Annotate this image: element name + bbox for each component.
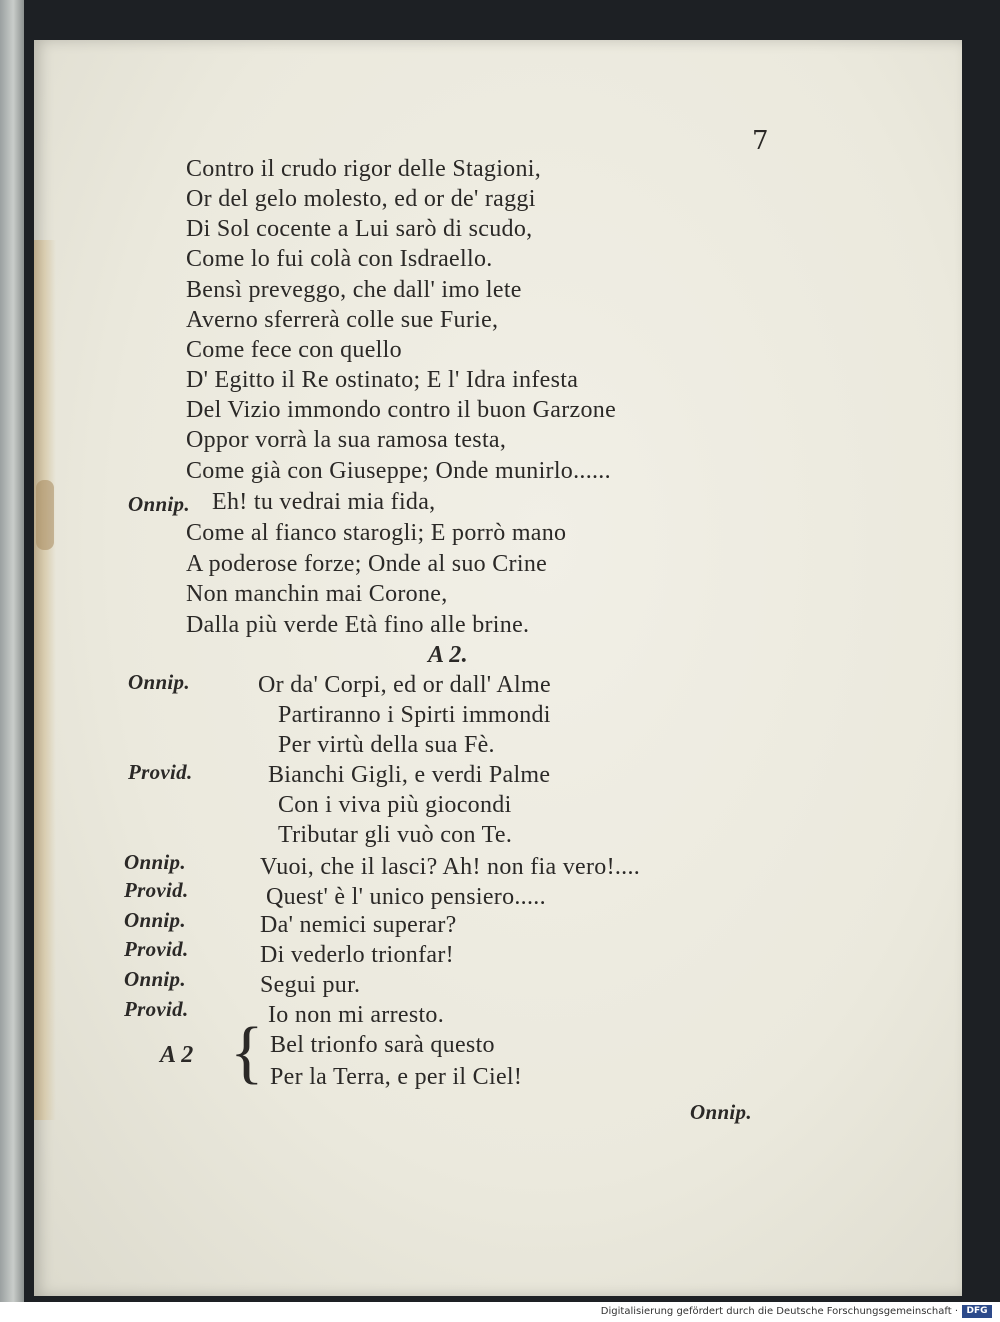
verse-line: Segui pur.: [260, 972, 361, 998]
speaker-label: Onnip.: [124, 908, 186, 932]
verse-line: Per virtù della sua Fè.: [278, 732, 495, 758]
binding-thread-mark: [36, 480, 54, 550]
verse-line: Averno sferrerà colle sue Furie,: [186, 307, 499, 333]
verse-line: Non manchin mai Corone,: [186, 581, 448, 607]
curly-brace-icon: {: [230, 1014, 264, 1091]
verse-line: Bianchi Gigli, e verdi Palme: [268, 762, 551, 788]
speaker-label: Provid.: [124, 937, 189, 961]
verse-line: Partiranno i Spirti immondi: [278, 702, 551, 728]
book-page: [34, 40, 962, 1296]
speaker-label: Onnip.: [124, 967, 186, 991]
verse-line: Bel trionfo sarà questo: [270, 1032, 495, 1058]
verse-line: Come al fianco starogli; E porrò mano: [186, 520, 567, 546]
verse-line: Eh! tu vedrai mia fida,: [212, 489, 436, 515]
verse-line: Del Vizio immondo contro il buon Garzone: [186, 397, 617, 423]
duet-label: A 2: [160, 1042, 194, 1068]
verse-line: D' Egitto il Re ostinato; E l' Idra infesta: [186, 367, 579, 393]
verse-line: Di Sol cocente a Lui sarò di scudo,: [186, 216, 533, 242]
dfg-logo: DFG: [962, 1305, 992, 1318]
speaker-label: Provid.: [124, 997, 189, 1021]
verse-line: Or del gelo molesto, ed or de' raggi: [186, 186, 536, 212]
verse-line: Oppor vorrà la sua ramosa testa,: [186, 427, 507, 453]
speaker-label: Onnip.: [124, 850, 186, 874]
binding-stain: [34, 240, 56, 1120]
verse-line: A poderose forze; Onde al suo Crine: [186, 551, 548, 577]
catchword: Onnip.: [690, 1100, 752, 1124]
verse-line: Io non mi arresto.: [268, 1002, 445, 1028]
speaker-label: Provid.: [128, 760, 193, 784]
verse-line: Come lo fui colà con Isdraello.: [186, 246, 493, 272]
verse-line: Or da' Corpi, ed or dall' Alme: [258, 672, 551, 698]
page-number: 7: [752, 126, 769, 156]
verse-line: Come fece con quello: [186, 337, 402, 363]
footer-bar: [0, 1302, 1000, 1322]
verse-line: Contro il crudo rigor delle Stagioni,: [186, 156, 542, 182]
verse-line: Di vederlo trionfar!: [260, 942, 454, 968]
verse-line: Vuoi, che il lasci? Ah! non fia vero!....: [260, 854, 641, 880]
speaker-label: Onnip.: [128, 492, 190, 516]
verse-line: Come già con Giuseppe; Onde munirlo......: [186, 458, 611, 484]
funding-credit: Digitalisierung gefördert durch die Deutsche Forschungsgemeinschaft ·: [600, 1306, 958, 1317]
verse-line: Con i viva più giocondi: [278, 792, 512, 818]
verse-line: Da' nemici superar?: [260, 912, 457, 938]
duet-heading: A 2.: [428, 642, 468, 668]
verse-line: Bensì preveggo, che dall' imo lete: [186, 277, 522, 303]
speaker-label: Onnip.: [128, 670, 190, 694]
verse-line: Quest' è l' unico pensiero.....: [266, 884, 546, 910]
verse-line: Per la Terra, e per il Ciel!: [270, 1064, 523, 1090]
verse-line: Dalla più verde Età fino alle brine.: [186, 612, 530, 638]
verse-line: Tributar gli vuò con Te.: [278, 822, 513, 848]
facing-page-edge: [0, 0, 24, 1302]
speaker-label: Provid.: [124, 878, 189, 902]
